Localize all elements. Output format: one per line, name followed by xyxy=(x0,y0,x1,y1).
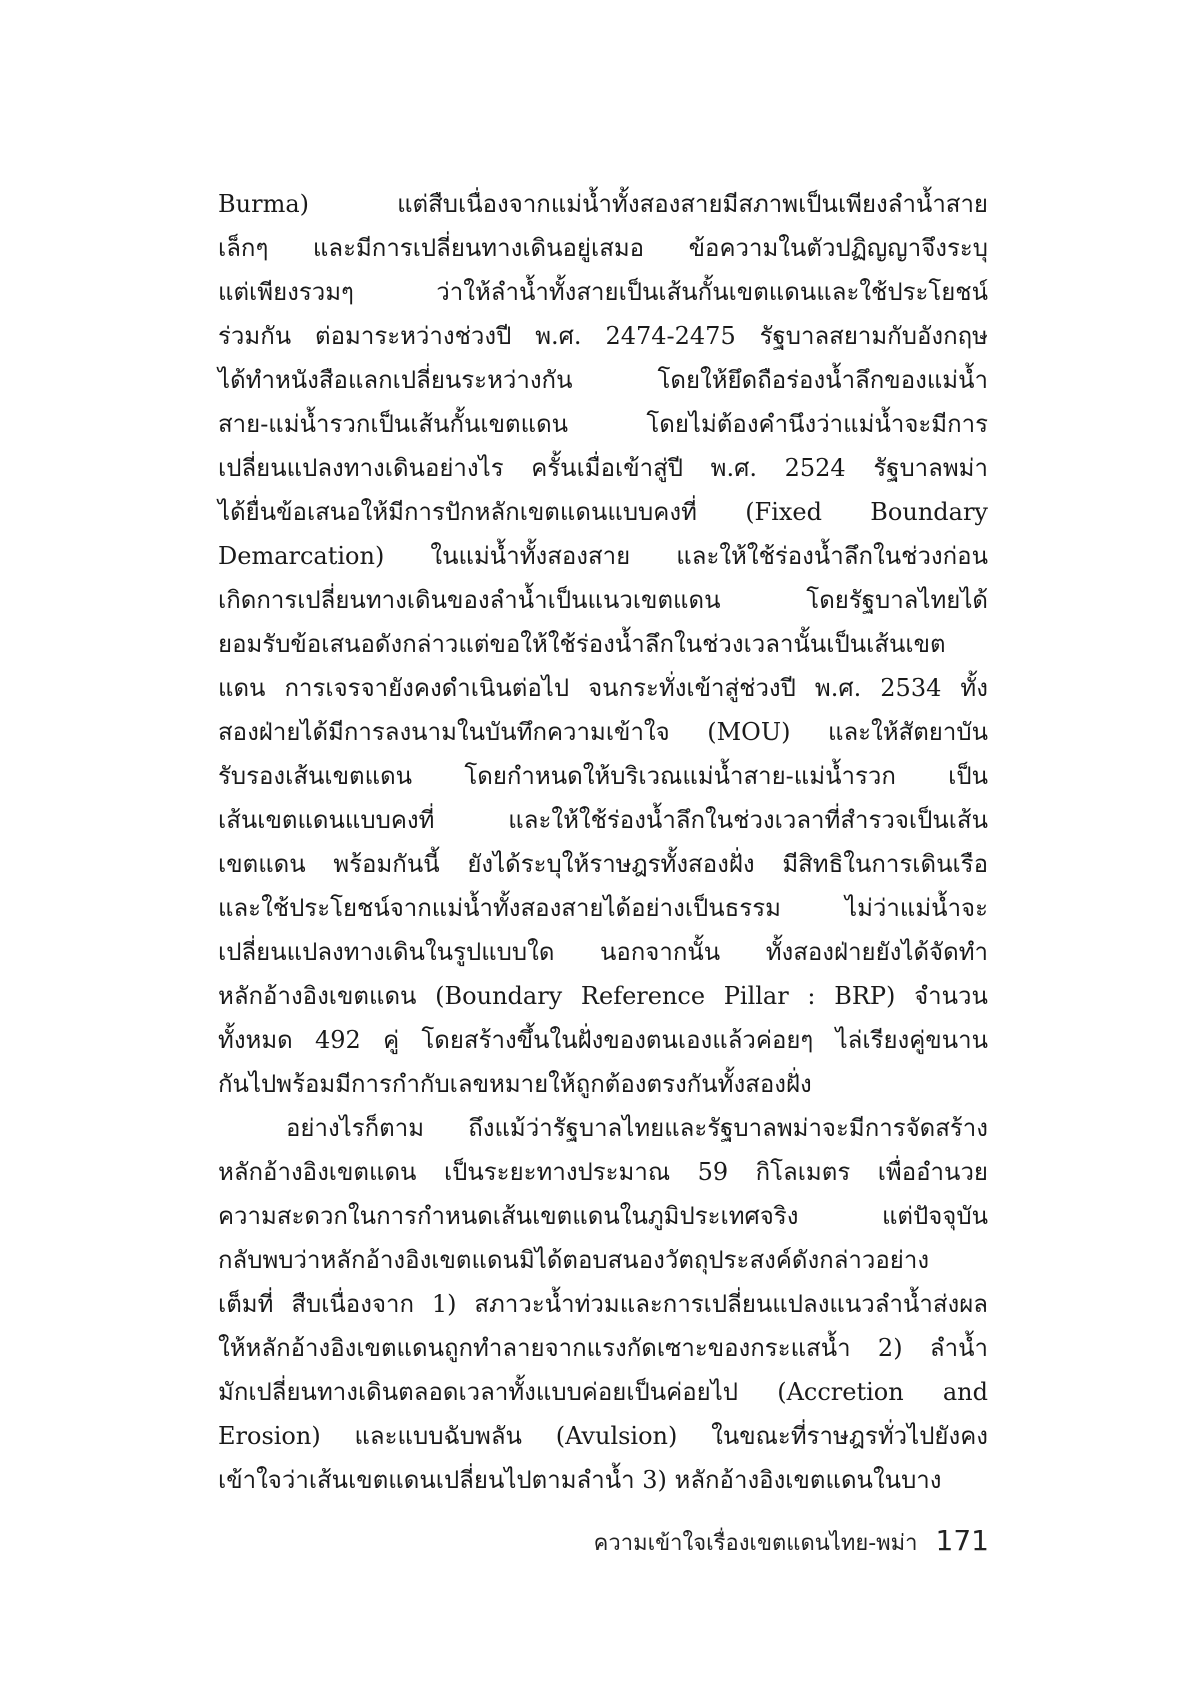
word: สองฝ่ายได้มีการลงนามในบันทึกความเข้าใจ xyxy=(218,718,670,746)
word: สภาวะน้ำท่วมและการเปลี่ยนแปลงแนวลำน้ำส่งผล xyxy=(474,1290,988,1318)
page-number: 171 xyxy=(935,1524,989,1557)
word: 59 xyxy=(697,1158,729,1186)
word: Pillar xyxy=(723,982,789,1010)
paragraph xyxy=(218,182,988,1106)
word: และแบบฉับพลัน xyxy=(354,1422,522,1450)
word: ว่าให้ลำน้ำทั้งสายเป็นเส้นกั้นเขตแดนและใช้ประโยชน์ xyxy=(436,278,988,306)
word: พร้อมกันนี้ xyxy=(333,850,440,878)
word: โดยกำหนดให้บริเวณแม่น้ำสาย-แม่น้ำรวก xyxy=(464,762,896,790)
text-line xyxy=(218,666,988,710)
word: ยังได้ระบุให้ราษฎรทั้งสองฝั่ง xyxy=(467,850,755,878)
word: และมีการเปลี่ยนทางเดินอยู่เสมอ xyxy=(312,234,645,262)
word: เขตแดน xyxy=(218,850,306,878)
body-text xyxy=(218,182,988,1502)
word: ในแม่น้ำทั้งสองสาย xyxy=(430,542,631,570)
word: ถึงแม้ว่ารัฐบาลไทยและรัฐบาลพม่าจะมีการจัดสร้าง xyxy=(468,1114,988,1142)
word: เป็นระยะทางประมาณ xyxy=(443,1158,671,1186)
word: โดยรัฐบาลไทยได้ xyxy=(806,586,988,614)
word: แดน xyxy=(218,674,266,702)
text-line xyxy=(218,182,988,226)
word: 492 xyxy=(315,1026,361,1054)
text-line xyxy=(218,534,988,578)
word: โดยให้ยึดถือร่องน้ำลึกของแม่น้ำ xyxy=(657,366,988,394)
word: ทั้งสองฝ่ายยังได้จัดทำ xyxy=(765,938,988,966)
text-line xyxy=(218,798,988,842)
page-footer xyxy=(594,1524,989,1560)
word: นอกจากนั้น xyxy=(599,938,721,966)
word: ข้อความในตัวปฏิญญาจึงระบุ xyxy=(688,234,988,262)
word: และใช้ประโยชน์จากแม่น้ำทั้งสองสายได้อย่างเป็นธรรม xyxy=(218,894,781,922)
word: มีสิทธิในการเดินเรือ xyxy=(782,850,988,878)
word: รับรองเส้นเขตแดน xyxy=(218,762,413,790)
word: เล็กๆ xyxy=(218,234,269,262)
text-line xyxy=(218,1018,988,1062)
word: หลักอ้างอิงเขตแดน xyxy=(218,1158,417,1186)
word: เป็น xyxy=(948,762,988,790)
text-line: เข้าใจว่าเส้นเขตแดนเปลี่ยนไปตามลำน้ำ 3) หลักอ้างอิงเขตแดนในบาง xyxy=(218,1466,942,1494)
word: เต็มที่ xyxy=(218,1290,274,1318)
word: 2524 xyxy=(784,454,846,482)
word: และให้ใช้ร่องน้ำลึกในช่วงก่อน xyxy=(676,542,988,570)
text-line xyxy=(218,1326,988,1370)
word: อย่างไรก็ตาม xyxy=(286,1114,425,1142)
word: : xyxy=(807,982,816,1010)
text-line xyxy=(218,930,988,974)
word: แต่เพียงรวมๆ xyxy=(218,278,354,306)
word: หลักอ้างอิงเขตแดน xyxy=(218,982,417,1010)
running-title: ความเข้าใจเรื่องเขตแดนไทย-พม่า xyxy=(593,1531,918,1556)
text-line xyxy=(218,1238,988,1282)
text-line xyxy=(218,1106,988,1150)
text-line xyxy=(218,578,988,622)
word: พ.ศ. xyxy=(535,322,582,350)
text-line xyxy=(218,446,988,490)
word: สาย-แม่น้ำรวกเป็นเส้นกั้นเขตแดน xyxy=(218,410,569,438)
word: ไล่เรียงคู่ขนาน xyxy=(835,1026,988,1054)
word: รัฐบาลสยามกับอังกฤษ xyxy=(759,322,988,350)
word: ร่วมกัน xyxy=(218,322,292,350)
word: เกิดการเปลี่ยนทางเดินของลำน้ำเป็นแนวเขตแดน xyxy=(218,586,721,614)
text-line xyxy=(218,1282,988,1326)
word: Boundary xyxy=(870,498,988,526)
word: ได้ทำหนังสือแลกเปลี่ยนระหว่างกัน xyxy=(218,366,573,394)
text-line xyxy=(218,226,988,270)
word: Burma) xyxy=(218,190,309,218)
word: ให้หลักอ้างอิงเขตแดนถูกทำลายจากแรงกัดเซาะของกระแสน้ำ xyxy=(218,1334,851,1362)
word: BRP) xyxy=(834,982,896,1010)
text-line xyxy=(218,710,988,754)
text-line xyxy=(218,1414,988,1458)
word: ครั้นเมื่อเข้าสู่ปี xyxy=(531,454,683,482)
text-line xyxy=(218,886,988,930)
text-line xyxy=(218,314,988,358)
word: เปลี่ยนแปลงทางเดินอย่างไร xyxy=(218,454,504,482)
text-line xyxy=(218,402,988,446)
word: ยอมรับข้อเสนอดังกล่าวแต่ขอให้ใช้ร่องน้ำลึกในช่วงเวลานั้นเป็นเส้นเขต xyxy=(218,630,946,658)
paragraph xyxy=(218,1106,988,1502)
word: มักเปลี่ยนทางเดินตลอดเวลาทั้งแบบค่อยเป็นค่อยไป xyxy=(218,1378,739,1406)
text-line xyxy=(218,270,988,314)
text-line xyxy=(218,754,988,798)
word: แต่สืบเนื่องจากแม่น้ำทั้งสองสายมีสภาพเป็นเพียงลำน้ำสาย xyxy=(397,190,988,218)
word: รัฐบาลพม่า xyxy=(873,454,988,482)
word: ได้ยื่นข้อเสนอให้มีการปักหลักเขตแดนแบบคงที่ xyxy=(218,498,697,526)
word: 1) xyxy=(431,1290,457,1318)
word: Reference xyxy=(580,982,706,1010)
text-line xyxy=(218,1194,988,1238)
word: แต่ปัจจุบัน xyxy=(881,1202,988,1230)
word: (MOU) xyxy=(707,718,791,746)
text-line xyxy=(218,358,988,402)
word: การเจรจายังคงดำเนินต่อไป xyxy=(284,674,570,702)
word: พ.ศ. xyxy=(710,454,757,482)
word: Erosion) xyxy=(218,1422,321,1450)
text-line xyxy=(218,622,988,666)
word: (Fixed xyxy=(745,498,822,526)
word: เส้นเขตแดนแบบคงที่ xyxy=(218,806,435,834)
word: ไม่ว่าแม่น้ำจะ xyxy=(845,894,988,922)
word: ทั้ง xyxy=(960,674,988,702)
word: (Avulsion) xyxy=(555,1422,678,1450)
text-line: กันไปพร้อมมีการกำกับเลขหมายให้ถูกต้องตรงกันทั้งสองฝั่ง xyxy=(218,1070,812,1098)
word: จนกระทั่งเข้าสู่ช่วงปี xyxy=(588,674,796,702)
word: (Boundary xyxy=(435,982,563,1010)
word: ต่อมาระหว่างช่วงปี xyxy=(315,322,512,350)
text-line xyxy=(218,842,988,886)
word: ลำน้ำ xyxy=(929,1334,988,1362)
word: โดยสร้างขึ้นในฝั่งของตนเองแล้วค่อยๆ xyxy=(421,1026,814,1054)
word: ความสะดวกในการกำหนดเส้นเขตแดนในภูมิประเทศจริง xyxy=(218,1202,799,1230)
word: (Accretion xyxy=(777,1378,904,1406)
word: และให้ใช้ร่องน้ำลึกในช่วงเวลาที่สำรวจเป็นเส้น xyxy=(508,806,988,834)
word: 2474-2475 xyxy=(605,322,736,350)
word: Demarcation) xyxy=(218,542,385,570)
word: พ.ศ. xyxy=(814,674,862,702)
word: เพื่ออำนวย xyxy=(877,1158,988,1186)
word: ทั้งหมด xyxy=(218,1026,293,1054)
word: และให้สัตยาบัน xyxy=(827,718,988,746)
word: คู่ xyxy=(383,1026,400,1054)
text-line xyxy=(218,490,988,534)
text-line xyxy=(218,1370,988,1414)
word: 2) xyxy=(877,1334,903,1362)
word: กลับพบว่าหลักอ้างอิงเขตแดนมิได้ตอบสนองวัตถุประสงค์ดังกล่าวอย่าง xyxy=(218,1246,930,1274)
word: ในขณะที่ราษฎรทั่วไปยังคง xyxy=(711,1422,988,1450)
word: สืบเนื่องจาก xyxy=(291,1290,415,1318)
text-line xyxy=(218,1150,988,1194)
word: and xyxy=(942,1378,988,1406)
word: 2534 xyxy=(880,674,942,702)
word: โดยไม่ต้องคำนึงว่าแม่น้ำจะมีการ xyxy=(646,410,988,438)
word: เปลี่ยนแปลงทางเดินในรูปแบบใด xyxy=(218,938,555,966)
text-line xyxy=(218,974,988,1018)
word: กิโลเมตร xyxy=(755,1158,851,1186)
word: จำนวน xyxy=(914,982,988,1010)
